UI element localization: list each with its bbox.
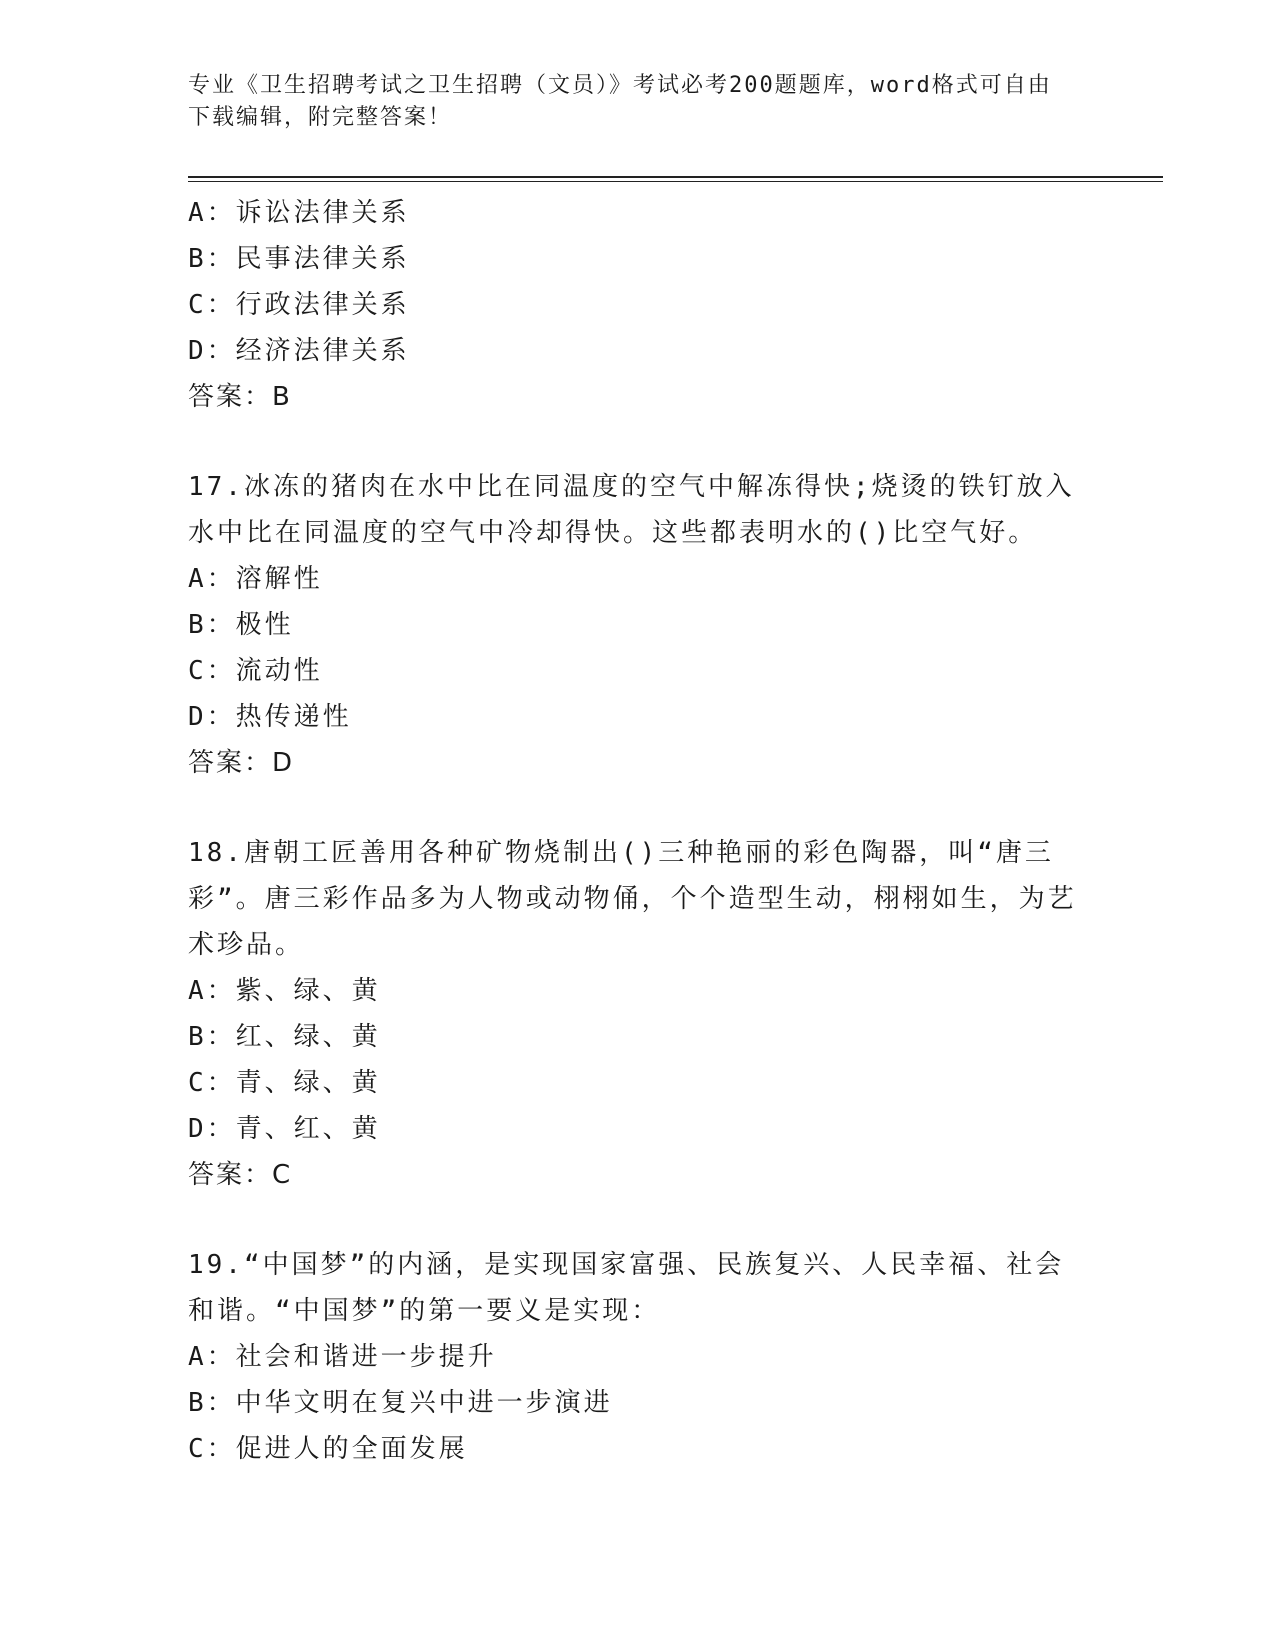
option-a: A：社会和谐进一步提升 — [188, 1342, 497, 1372]
header-divider — [188, 176, 1163, 182]
option-d: D：热传递性 — [188, 702, 352, 732]
answer: 答案：B — [188, 382, 292, 412]
option-b: B：中华文明在复兴中进一步演进 — [188, 1388, 613, 1418]
question-stem: 19.“中国梦”的内涵，是实现国家富强、民族复兴、人民幸福、社会和谐。“中国梦”的第一要义是实现： — [188, 1250, 1065, 1326]
option-b: B：极性 — [188, 610, 294, 640]
question-16-block — [188, 190, 1163, 420]
answer: 答案：C — [188, 1160, 293, 1190]
option-d: D：经济法律关系 — [188, 336, 410, 366]
question-stem: 17.冰冻的猪肉在水中比在同温度的空气中解冻得快;烧烫的铁钉放入水中比在同温度的空气中冷却得快。这些都表明水的()比空气好。 — [188, 472, 1075, 548]
question-17-block — [188, 464, 1163, 786]
option-c: C：促进人的全面发展 — [188, 1434, 468, 1464]
option-d: D：青、红、黄 — [188, 1114, 381, 1144]
document-header: 专业《卫生招聘考试之卫生招聘（文员）》考试必考200题题库，word格式可自由下载编辑，附完整答案！ — [188, 73, 1052, 130]
option-c: C：流动性 — [188, 656, 323, 686]
option-b: B：红、绿、黄 — [188, 1022, 381, 1052]
question-19-block — [188, 1242, 1163, 1472]
document-page — [188, 70, 1163, 1472]
option-c: C：行政法律关系 — [188, 290, 410, 320]
option-a: A：紫、绿、黄 — [188, 976, 381, 1006]
question-stem: 18.唐朝工匠善用各种矿物烧制出()三种艳丽的彩色陶器，叫“唐三彩”。唐三彩作品多为人物或动物俑，个个造型生动，栩栩如生，为艺术珍品。 — [188, 838, 1077, 960]
option-c: C：青、绿、黄 — [188, 1068, 381, 1098]
question-18-block — [188, 830, 1163, 1198]
option-a: A：溶解性 — [188, 564, 323, 594]
option-a: A：诉讼法律关系 — [188, 198, 410, 228]
answer: 答案：D — [188, 748, 295, 778]
option-b: B：民事法律关系 — [188, 244, 410, 274]
